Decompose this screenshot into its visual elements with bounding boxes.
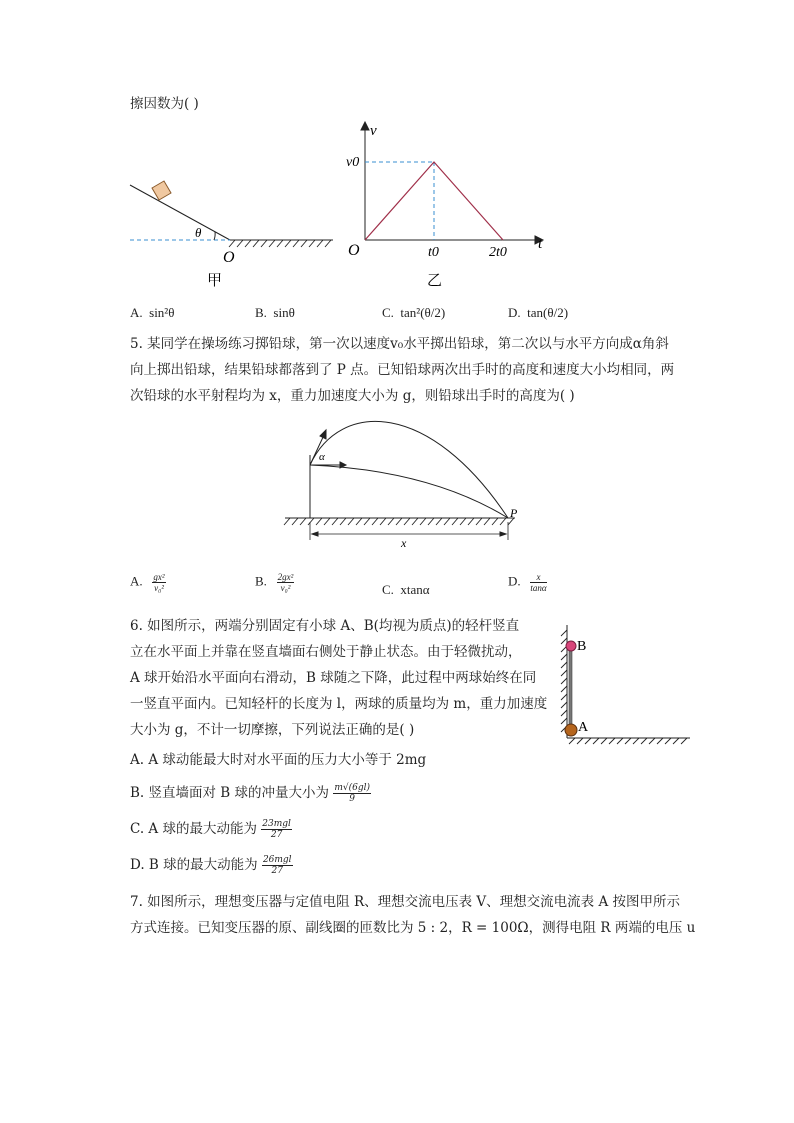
horizontal-trajectory (310, 465, 508, 518)
q6-option-a[interactable]: A. A 球动能最大时对水平面的压力大小等于 2mg (130, 752, 427, 768)
q5-line-1: 5. 某同学在操场练习掷铅球，第一次以速度v₀水平掷出铅球，第二次以与水平方向成α角斜 (130, 336, 669, 352)
q6-option-c[interactable]: C. A 球的最大动能为 $\frac{\text{23mgl}}{27}$ (130, 819, 291, 840)
range-x-label: x (401, 536, 407, 550)
light-rod (569, 648, 572, 730)
q5-line-3: 次铅球的水平射程均为 x，重力加速度大小为 g，则铅球出手时的高度为( ) (130, 388, 575, 404)
point-p-label: P (510, 506, 518, 520)
q6-line-4: 一竖直平面内。已知轻杆的长度为 l，两球的质量均为 m，重力加速度 (130, 696, 548, 712)
q5-line-2: 向上掷出铅球，结果铅球都落到了 P 点。已知铅球两次出手时的高度和速度大小均相同，两 (130, 362, 675, 378)
figure-yi-vt-graph (340, 118, 555, 298)
alpha-label: α (319, 451, 325, 463)
t-axis-label: t (538, 236, 543, 252)
figure-jia-incline (125, 170, 340, 300)
q6-line-3: A 球开始沿水平面向右滑动，B 球随之下降，此过程中两球始终在同 (130, 670, 537, 686)
q4-option-a[interactable]: A. sin²θ (130, 305, 175, 320)
origin-label-yi: O (348, 242, 360, 259)
q7-line-2: 方式连接。已知变压器的原、副线圈的匝数比为 5 : 2，R = 100Ω，测得电阻 R 两端的电压 u (130, 920, 696, 936)
q5-option-a[interactable]: A. $\frac{\text{gx²}}{\text{v₀²}}$ (130, 572, 165, 593)
angled-trajectory (310, 421, 508, 518)
ball-a (565, 724, 577, 736)
figure-q5-projectile (280, 410, 530, 550)
block-on-incline (152, 181, 171, 200)
v-axis-label: v (370, 123, 377, 139)
ball-b-label: B (577, 639, 587, 654)
ball-a-label: A (578, 720, 589, 735)
caption-yi: 乙 (427, 273, 443, 289)
q5-option-b[interactable]: B. $\frac{\text{2gx²}}{\text{v₀²}}$ (255, 572, 294, 593)
q4-option-b[interactable]: B. sinθ (255, 305, 295, 320)
v0-label: v0 (346, 155, 360, 170)
q6-line-5: 大小为 g，不计一切摩擦，下列说法正确的是( ) (130, 722, 415, 738)
t0-label: t0 (428, 245, 439, 260)
incline-surface (130, 185, 230, 240)
q6-line-1: 6. 如图所示，两端分别固定有小球 A、B(均视为质点)的轻杆竖直 (130, 618, 520, 634)
figure-q6-rod-wall (555, 620, 695, 750)
q4-option-d[interactable]: D. tan(θ/2) (508, 305, 569, 320)
theta-label: θ (195, 225, 202, 240)
origin-label-jia: O (223, 249, 235, 266)
ball-b (566, 641, 576, 651)
2t0-label: 2t0 (489, 245, 507, 260)
q5-option-c[interactable]: C. xtanα (382, 582, 430, 597)
caption-jia: 甲 (207, 273, 223, 289)
q7-line-1: 7. 如图所示，理想变压器与定值电阻 R、理想交流电压表 V、理想交流电流表 A 按图甲所示 (130, 894, 680, 910)
q4-option-c[interactable]: C. tan²(θ/2) (382, 305, 446, 320)
q6-option-d[interactable]: D. B 球的最大动能为 $\frac{\text{26mgl}}{27}$ (130, 855, 292, 876)
q6-option-b[interactable]: B. 竖直墙面对 B 球的冲量大小为 $\frac{m√(6gl)}{9}$ (130, 783, 370, 804)
q6-line-2: 立在水平面上并靠在竖直墙面右侧处于静止状态。由于轻微扰动， (130, 644, 522, 660)
q5-option-d[interactable]: D. $\frac{x}{\tan\alpha}$ (508, 572, 547, 593)
q4-question-tail: 擦因数为( ) (130, 96, 199, 112)
